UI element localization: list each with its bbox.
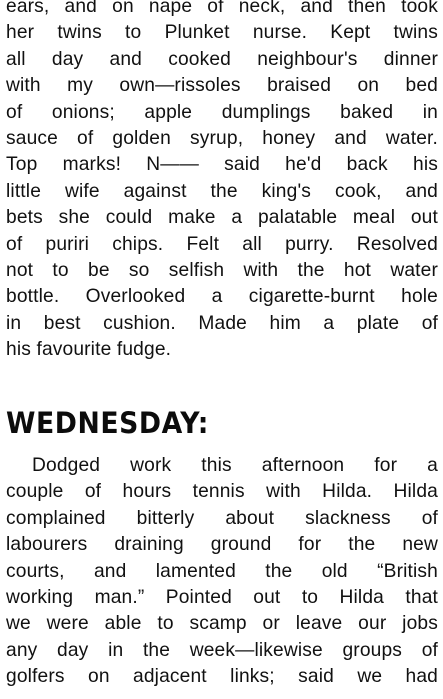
text-line: not to be so selfish with the hot water bbox=[6, 259, 438, 281]
text-line: of puriri chips. Felt all purry. Resolved bbox=[6, 233, 438, 255]
text-line: Top marks! N—— said he'd back his bbox=[6, 154, 438, 176]
text-line: complained bitterly about slackness of bbox=[6, 507, 438, 529]
text-line: Dodged work this afternoon for a bbox=[32, 455, 438, 476]
text-line: little wife against the king's cook, and bbox=[6, 180, 438, 202]
text-line: ears, and on nape of neck, and then took bbox=[6, 0, 438, 17]
text-line: with my own—rissoles braised on bed bbox=[6, 75, 438, 97]
text-line: his favourite fudge. bbox=[6, 339, 172, 361]
body-paragraph bbox=[6, 0, 438, 363]
text-line: in best cushion. Made him a plate of bbox=[6, 312, 438, 334]
text-line: her twins to Plunket nurse. Kept twins bbox=[6, 22, 438, 44]
text-line: couple of hours tennis with Hilda. Hilda bbox=[6, 481, 438, 503]
text-line: of onions; apple dumplings baked in bbox=[6, 101, 438, 123]
section-heading: WEDNESDAY: bbox=[6, 406, 210, 440]
text-line: sauce of golden syrup, honey and water. bbox=[6, 127, 438, 149]
text-line: we were able to scamp or leave our jobs bbox=[6, 613, 438, 635]
text-line: bottle. Overlooked a cigarette-burnt hole bbox=[6, 286, 438, 308]
text-line: bets she could make a palatable meal out bbox=[6, 207, 438, 229]
text-line: all day and cooked neighbour's dinner bbox=[6, 48, 438, 70]
text-line: working man.” Pointed out to Hilda that bbox=[6, 586, 438, 608]
text-line: any day in the week—likewise groups of bbox=[6, 639, 438, 661]
text-line: courts, and lamented the old “British bbox=[6, 560, 438, 582]
text-line: golfers on adjacent links; said we had bbox=[6, 666, 438, 688]
text-line: labourers draining ground for the new bbox=[6, 534, 438, 556]
body-paragraph bbox=[6, 453, 438, 691]
